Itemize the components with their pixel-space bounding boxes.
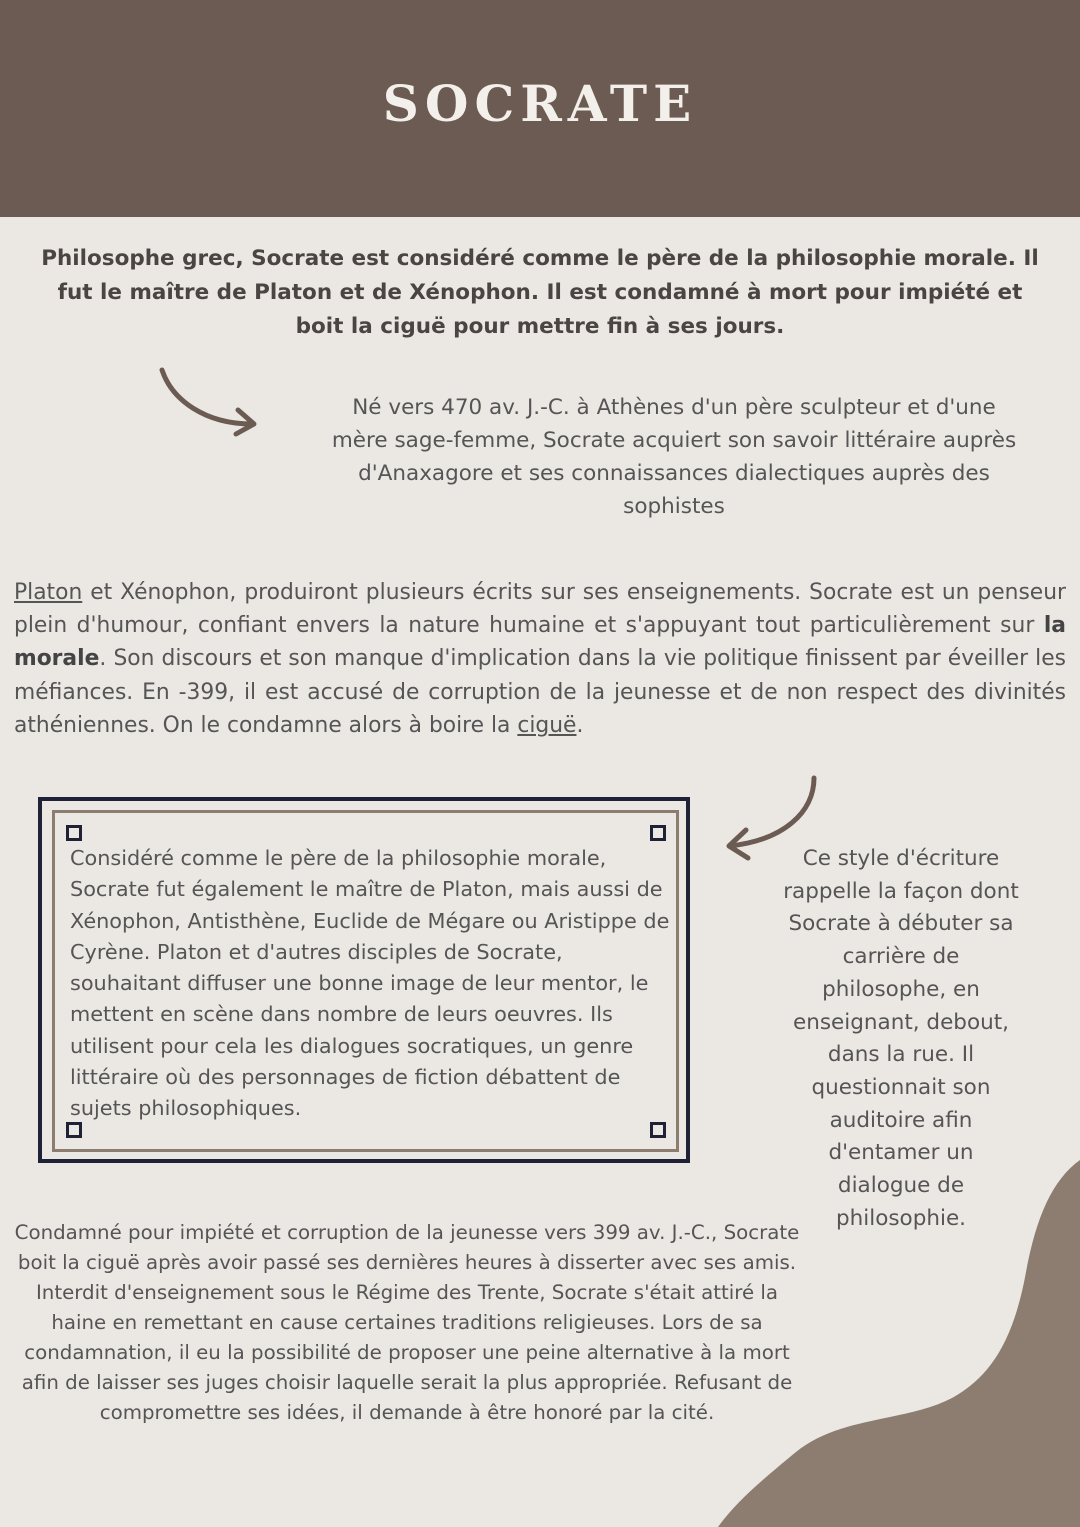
- teaching-paragraph: [14, 576, 1066, 742]
- page-title: SOCRATE: [382, 74, 698, 133]
- teaching-text-part1: et Xénophon, produiront plusieurs écrits sur ses enseignements. Socrate est un penseur plein d'humour, confiant envers la nature humaine et s'appuyant tout particulièrement sur: [14, 580, 1066, 639]
- side-note: Ce style d'écriture rappelle la façon dont Socrate à débuter sa carrière de philosophe, en enseignant, debout, dans la rue. Il questionnait son auditoire afin d'entamer un dialogue de philosophie.: [783, 846, 1019, 1231]
- morale-emphasis: la morale: [14, 613, 1066, 672]
- platon-link[interactable]: Platon: [14, 580, 83, 605]
- title-banner: [0, 0, 1080, 217]
- intro-summary: Philosophe grec, Socrate est considéré comme le père de la philosophie morale. Il fut le maître de Platon et de Xénophon. Il est condamné à mort pour impiété et boit la ciguë pour mettre fin à ses jours.: [41, 246, 1039, 339]
- curved-arrow-right-icon: [150, 362, 270, 442]
- birth-paragraph: Né vers 470 av. J.-C. à Athènes d'un père sculpteur et d'une mère sage-femme, Socrate acquiert son savoir littéraire auprès d'Anaxagore et ses connaissances dialectiques auprès des sophistes: [331, 395, 1017, 519]
- teaching-text-end: .: [576, 712, 584, 738]
- cigue-link[interactable]: ciguë: [517, 712, 577, 738]
- verdict-paragraph: Condamné pour impiété et corruption de la jeunesse vers 399 av. J.-C., Socrate boit la ciguë après avoir passé ses dernières heures à disserter avec ses amis. Interdit d'enseignement sous le Régime des Trente, Socrate s'était attiré la haine en remettant en cause certaines traditions religieuses. Lors de sa condamnation, il eu la possibilité de proposer une peine alternative à la mort afin de laisser ses juges choisir laquelle serait la plus appropriée. Refusant de compromettre ses idées, il demande à être honoré par la cité.: [14, 1221, 800, 1424]
- frame-corner-top-right: [650, 825, 666, 841]
- framed-box-text: Considéré comme le père de la philosophie morale, Socrate fut également le maître de Platon, mais aussi de Xénophon, Antisthène, Euclide de Mégare ou Aristippe de Cyrène. Platon et d'autres disciples de Socrate, souhaitant diffuser une bonne image de leur mentor, le mettent en scène dans nombre de leurs oeuvres. Ils utilisent pour cela les dialogues socratiques, un genre littéraire où des personnages de fiction débattent de sujets philosophiques.: [70, 846, 670, 1121]
- teaching-text-part2: . Son discours et son manque d'implication dans la vie politique finissent par éveiller les méfiances. En -399, il est accusé de corruption de la jeunesse et de non respect des divinités athéniennes. On le condamne alors à boire la: [14, 646, 1066, 738]
- frame-corner-top-left: [66, 825, 82, 841]
